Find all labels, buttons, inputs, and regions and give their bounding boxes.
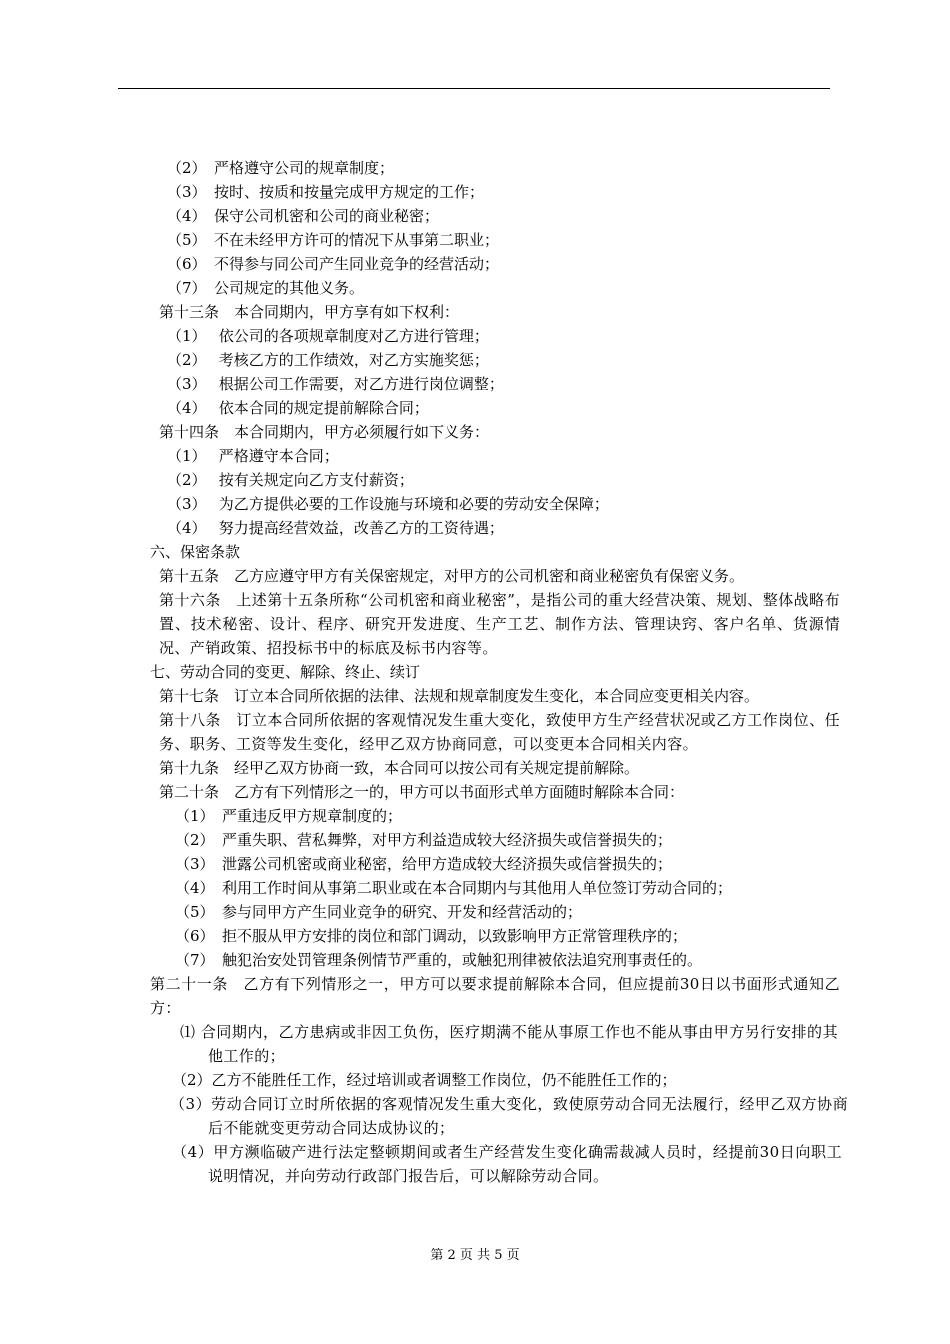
list-item: （2） 严重失职、营私舞弊，对甲方利益造成较大经济损失或信誉损失的； [175,831,673,849]
list-item: （7） 公司规定的其他义务。 [167,279,365,297]
article-14-heading: 第十四条 本合同期内，甲方必须履行如下义务： [159,423,490,441]
article-13-heading: 第十三条 本合同期内，甲方享有如下权利： [159,303,460,321]
article-15: 第十五条 乙方应遵守甲方有关保密规定，对甲方的公司机密和商业秘密负有保密义务。 [159,567,745,585]
list-item: （4）甲方濒临破产进行法定整顿期间或者生产经营发生变化确需裁减人员时，经提前30日向职工说明情况，并向劳动行政部门报告后，可以解除劳动合同。 [172,1143,842,1185]
list-item: （2）乙方不能胜任工作，经过培训或者调整工作岗位，仍不能胜任工作的； [172,1071,677,1089]
article-19: 第十九条 经甲乙双方协商一致，本合同可以按公司有关规定提前解除。 [159,759,640,777]
article-21: 第二十一条 乙方有下列情形之一，甲方可以要求提前解除本合同，但应提前30日以书面形式通知乙方： [150,975,840,1017]
list-item: （2） 严格遵守公司的规章制度； [167,159,395,177]
list-item: （4） 保守公司机密和公司的商业秘密； [167,207,440,225]
list-item: （3） 根据公司工作需要，对乙方进行岗位调整； [167,375,504,393]
list-item: （1） 依公司的各项规章制度对乙方进行管理； [167,327,489,345]
page-number-footer: 第 2 页 共 5 页 [430,1248,520,1263]
list-item: （2） 按有关规定向乙方支付薪资； [167,471,414,489]
list-item: （2） 考核乙方的工作绩效，对乙方实施奖惩； [167,351,489,369]
list-item: （3） 按时、按质和按量完成甲方规定的工作； [167,183,485,201]
list-item: （4） 努力提高经营效益，改善乙方的工资待遇； [167,519,504,537]
list-item: （3）劳动合同订立时所依据的客观情况发生重大变化，致使原劳动合同无法履行，经甲乙双方协商后不能就变更劳动合同达成协议的； [170,1095,848,1137]
article-20: 第二十条 乙方有下列情形之一的，甲方可以书面形式单方面随时解除本合同： [159,783,685,801]
header-rule [118,88,830,89]
list-item: （5） 参与同甲方产生同业竞争的研究、开发和经营活动的； [175,903,583,921]
list-item: ⑴ 合同期内，乙方患病或非因工负伤，医疗期满不能从事原工作也不能从事由甲方另行安排的其他工作的； [180,1023,838,1065]
list-item: （4） 依本合同的规定提前解除合同； [167,399,429,417]
list-item: （3） 泄露公司机密或商业秘密，给甲方造成较大经济损失或信誉损失的； [175,855,673,873]
list-item: （7） 触犯治安处罚管理条例情节严重的，或触犯刑律被依法追究刑事责任的。 [175,951,703,969]
section-6-heading: 六、保密条款 [150,543,241,561]
article-16: 第十六条 上述第十五条所称“公司机密和商业秘密”，是指公司的重大经营决策、规划、整体战略布置、技术秘密、设计、程序、研究开发进度、生产工艺、制作方法、管理诀窍、客户名单、货源情况、产销政策、招投标书中的标底及标书内容等。 [159,591,840,657]
section-7-heading: 七、劳动合同的变更、解除、终止、续订 [150,663,421,681]
document-body [150,156,848,1188]
list-item: （1） 严格遵守本合同； [167,447,339,465]
list-item: （5） 不在未经甲方许可的情况下从事第二职业； [167,231,500,249]
list-item: （6） 不得参与同公司产生同业竞争的经营活动； [167,255,500,273]
list-item: （6） 拒不服从甲方安排的岗位和部门调动，以致影响甲方正常管理秩序的； [175,927,688,945]
list-item: （3） 为乙方提供必要的工作设施与环境和必要的劳动安全保障； [167,495,609,513]
article-17: 第十七条 订立本合同所依据的法律、法规和规章制度发生变化，本合同应变更相关内容。 [159,687,760,705]
article-18: 第十八条 订立本合同所依据的客观情况发生重大变化，致使甲方生产经营状况或乙方工作岗位、任务、职务、工资等发生变化，经甲乙双方协商同意，可以变更本合同相关内容。 [159,711,840,753]
list-item: （4） 利用工作时间从事第二职业或在本合同期内与其他用人单位签订劳动合同的； [175,879,733,897]
list-item: （1） 严重违反甲方规章制度的； [175,807,403,825]
